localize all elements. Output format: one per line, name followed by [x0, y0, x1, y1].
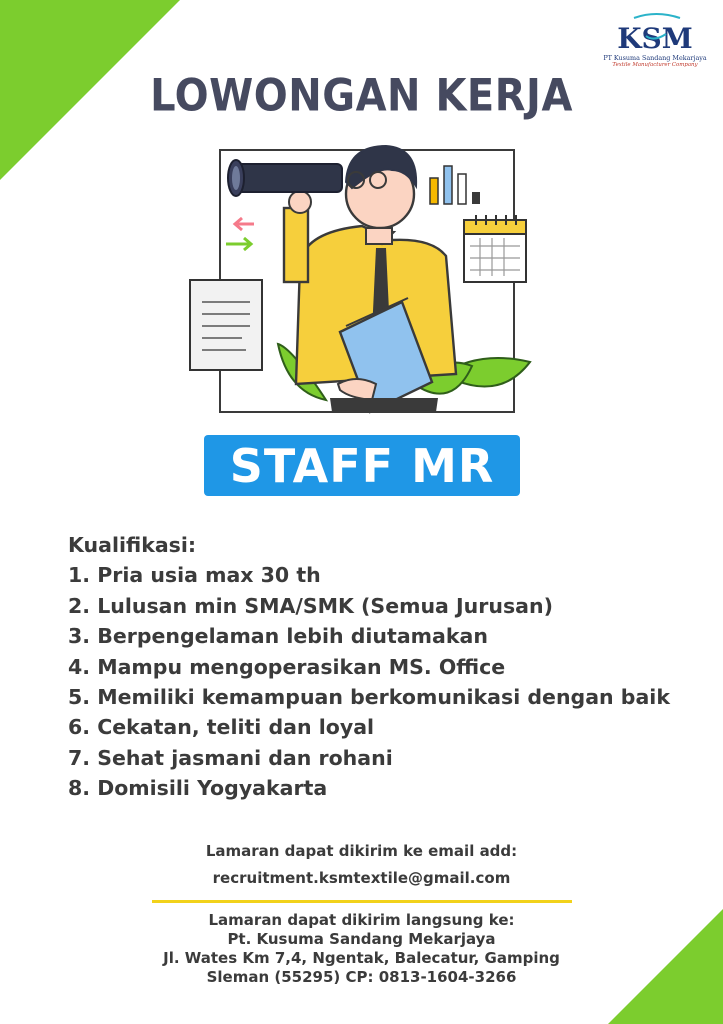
address-line: Sleman (55295) CP: 0813-1604-3266	[206, 968, 517, 986]
email-label: Lamaran dapat dikirim ke email add:	[205, 842, 518, 860]
address-line: Lamaran dapat dikirim langsung ke:	[208, 911, 515, 929]
qualification-item: 2. Lulusan min SMA/SMK (Semua Jurusan)	[68, 593, 553, 618]
qualification-item: 7. Sehat jasmani dan rohani	[68, 745, 393, 770]
qualification-item: 6. Cekatan, teliti dan loyal	[68, 715, 375, 740]
logo-company-name: PT Kusuma Sandang Mekarjaya	[603, 54, 707, 62]
divider	[152, 900, 572, 903]
qualification-item: 4. Mampu mengoperasikan MS. Office	[68, 654, 506, 679]
qualification-item: 8. Domisili Yogyakarta	[68, 776, 328, 801]
businessman-binoculars-illustration	[180, 122, 550, 422]
email-address[interactable]: recruitment.ksmtextile@gmail.com	[212, 869, 511, 887]
address-line: Jl. Wates Km 7,4, Ngentak, Balecatur, Gamping	[163, 949, 560, 967]
calendar-icon	[464, 215, 526, 282]
svg-text:KSM: KSM	[617, 22, 693, 55]
qualifications-heading: Kualifikasi:	[68, 533, 197, 557]
binoculars-icon	[228, 160, 342, 196]
contact-section	[0, 840, 723, 987]
document-icon	[190, 280, 262, 370]
qualification-item: 5. Memiliki kemampuan berkomunikasi dengan baik	[68, 685, 670, 710]
position-badge: STAFF MR	[204, 435, 520, 496]
qualification-item: 1. Pria usia max 30 th	[68, 563, 321, 588]
qualifications-section	[68, 530, 708, 804]
logo-tagline: Textile Manufacturer Company	[612, 62, 698, 68]
page-title: LOWONGAN KERJA	[150, 70, 573, 122]
ksm-logo-icon	[596, 12, 714, 56]
address-line: Pt. Kusuma Sandang Mekarjaya	[227, 930, 496, 948]
qualification-item: 3. Berpengelaman lebih diutamakan	[68, 624, 488, 649]
